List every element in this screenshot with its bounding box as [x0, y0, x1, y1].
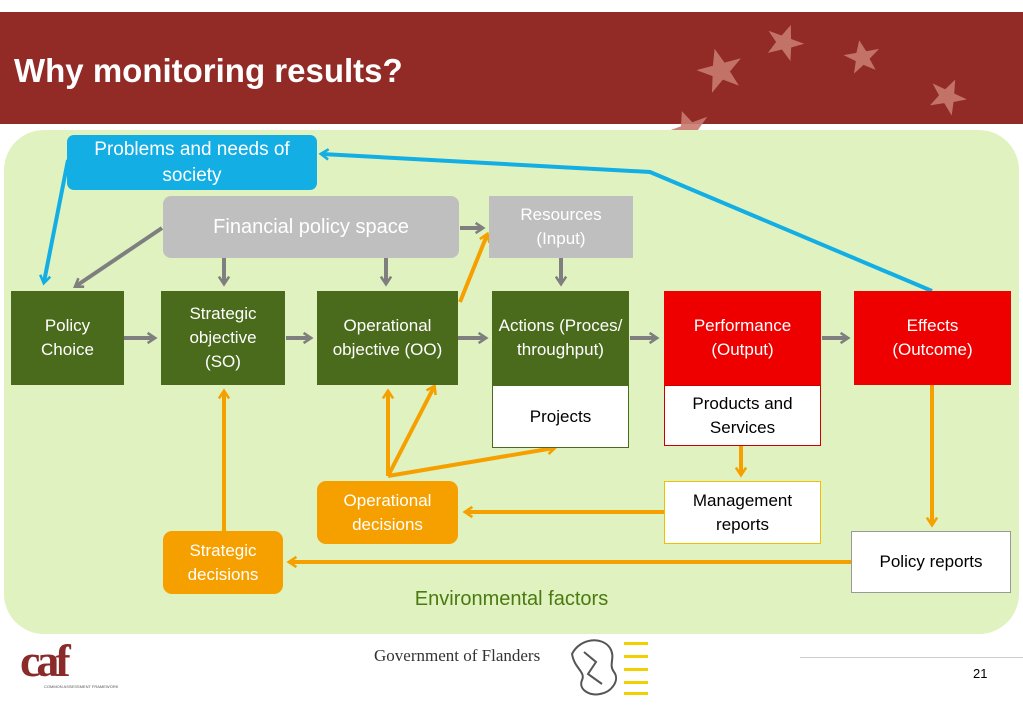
effects-box: Effects (Outcome) [854, 291, 1011, 385]
management-reports-box: Management reports [664, 481, 821, 544]
policy-reports-box: Policy reports [851, 531, 1011, 593]
caf-logo-subtext: COMMON ASSESSMENT FRAMEWORK [44, 684, 119, 689]
projects-box: Projects [492, 385, 629, 448]
strategic-objective-box: Strategic objective (SO) [161, 291, 285, 385]
policy-choice-box: Policy Choice [11, 291, 124, 385]
flemish-lion-icon [566, 634, 656, 703]
arrow-problems-to-policy [44, 160, 68, 282]
slide-title: Why monitoring results? [14, 52, 403, 89]
financial-box: Financial policy space [163, 196, 459, 258]
operational-decisions-box: Operational decisions [317, 481, 458, 544]
page-number: 21 [973, 666, 988, 681]
arrow-opdec-to-projects [388, 448, 554, 476]
footer-divider [800, 657, 1023, 658]
caf-logo [18, 635, 119, 703]
arrow-opdec-to-actions [388, 387, 434, 476]
arrow-oo-to-resources [460, 235, 487, 302]
environmental-factors-label: Environmental factors [414, 588, 609, 610]
actions-box: Actions (Proces/ throughput) [492, 291, 629, 385]
resources-box: Resources (Input) [489, 196, 633, 258]
operational-objective-box: Operational objective (OO) [317, 291, 458, 385]
problems-box: Problems and needs of society [67, 135, 317, 190]
government-of-flanders-text: Government of Flanders [374, 646, 541, 665]
products-box: Products and Services [664, 385, 821, 446]
arrow-financial-to-policy [76, 228, 162, 286]
strategic-decisions-box: Strategic decisions [163, 531, 283, 594]
performance-box: Performance (Output) [664, 291, 821, 385]
caf-logo-text: caf [20, 635, 67, 686]
